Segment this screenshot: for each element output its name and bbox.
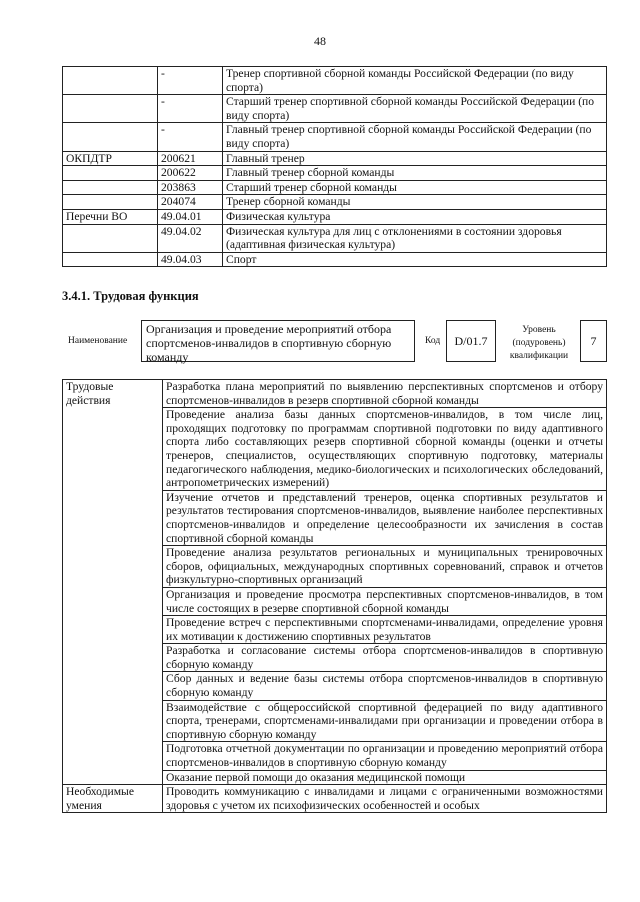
code-cell: 49.04.03	[158, 252, 223, 267]
table-row	[63, 195, 607, 210]
title-cell: Старший тренер спортивной сборной команды Российской Федерации (по виду спорта)	[223, 95, 607, 123]
name-label: Наименование	[68, 336, 128, 346]
title-cell: Главный тренер спортивной сборной команды Российской Федерации (по виду спорта)	[223, 123, 607, 151]
action-cell: Взаимодействие с общероссийской спортивной федерацией по виду адаптивного спорта, тренерами, спортсменами-инвалидами при организации и проведении отбора в спортивную сборную команду	[163, 700, 607, 742]
action-cell: Подготовка отчетной документации по организации и проведению мероприятий отбора спортсменов-инвалидов в спортивную сборную команду	[163, 742, 607, 770]
table-row	[63, 785, 607, 813]
table-row	[63, 67, 607, 95]
title-cell: Физическая культура для лиц с отклонениями в состоянии здоровья (адаптивная физическая культура)	[223, 224, 607, 252]
actions-header-cell: Трудовые действия	[63, 380, 163, 785]
group-cell: ОКПДТР	[63, 151, 158, 166]
group-cell	[63, 252, 158, 267]
table-row	[63, 95, 607, 123]
group-cell	[63, 195, 158, 210]
group-cell	[63, 180, 158, 195]
table-row	[63, 252, 607, 267]
action-cell: Сбор данных и ведение базы системы отбора спортсменов-инвалидов в спортивную сборную команду	[163, 672, 607, 700]
level-label-line2: (подуровень)	[512, 338, 566, 348]
table-row	[63, 151, 607, 166]
action-cell: Проведение анализа результатов региональных и муниципальных тренировочных сборов, официальных, международных спортивных соревнований, справок и отчетов физкультурно-спортивных организаций	[163, 546, 607, 588]
action-cell: Разработка плана мероприятий по выявлению перспективных спортсменов и отбору спортсменов-инвалидов в резерв спортивной сборной команды	[163, 380, 607, 408]
function-name-box: Организация и проведение мероприятий отбора спортсменов-инвалидов в спортивную сборную команду	[141, 320, 415, 362]
table-row	[63, 123, 607, 151]
level-box: 7	[580, 320, 607, 362]
table-row	[63, 224, 607, 252]
table-row	[63, 380, 607, 408]
title-cell: Тренер сборной команды	[223, 195, 607, 210]
table-row	[63, 209, 607, 224]
code-cell: 49.04.01	[158, 209, 223, 224]
action-cell: Организация и проведение просмотра перспективных спортсменов-инвалидов, в том числе состоящих в резерве спортивной сборной команды	[163, 587, 607, 615]
group-cell	[63, 224, 158, 252]
code-cell: 203863	[158, 180, 223, 195]
page-number: 48	[314, 34, 326, 48]
group-cell	[63, 95, 158, 123]
action-cell: Изучение отчетов и представлений тренеров, оценка спортивных результатов и результатов тестирования спортсменов-инвалидов, выявление наиболее перспективных спортсменов-инвалидов и определение целесообразности их зачисления в состав спортивной сборной команды	[163, 490, 607, 545]
code-cell: 49.04.02	[158, 224, 223, 252]
classification-table	[62, 66, 607, 267]
level-label-line3: квалификации	[509, 351, 569, 361]
action-cell: Разработка и согласование системы отбора спортсменов-инвалидов в спортивную сборную команду	[163, 644, 607, 672]
group-cell	[63, 123, 158, 151]
code-box: D/01.7	[446, 320, 496, 362]
group-cell: Перечни ВО	[63, 209, 158, 224]
level-label	[503, 324, 575, 363]
title-cell: Главный тренер	[223, 151, 607, 166]
group-cell	[63, 166, 158, 181]
action-cell: Проведение анализа базы данных спортсменов-инвалидов, в том числе лиц, проходящих подготовку по программам спортивной подготовки по виду адаптивного спорта либо составляющих резерв спортивной сборной команды (оценки и отчеты тренеров, специалистов, осуществляющих спортивную подготовку, материалы педагогического наблюдения, медико-биологических и психологических обследований, антропометрических измерений)	[163, 408, 607, 491]
code-cell: 204074	[158, 195, 223, 210]
code-cell: -	[158, 95, 223, 123]
code-cell: -	[158, 67, 223, 95]
table-row	[63, 166, 607, 181]
title-cell: Старший тренер сборной команды	[223, 180, 607, 195]
table-row	[63, 180, 607, 195]
section-title: 3.4.1. Трудовая функция	[62, 289, 199, 303]
level-label-line1: Уровень	[522, 325, 556, 335]
code-cell: -	[158, 123, 223, 151]
title-cell: Спорт	[223, 252, 607, 267]
action-cell: Оказание первой помощи до оказания медицинской помощи	[163, 770, 607, 785]
skill-cell: Проводить коммуникацию с инвалидами и лицами с ограниченными возможностями здоровья с учетом их психофизических особенностей и особых	[163, 785, 607, 813]
code-cell: 200621	[158, 151, 223, 166]
labor-actions-table	[62, 379, 607, 813]
action-cell: Проведение встреч с перспективными спортсменами-инвалидами, определение уровня их мотивации к достижению спортивных результатов	[163, 616, 607, 644]
code-label: Код	[425, 336, 441, 346]
title-cell: Главный тренер сборной команды	[223, 166, 607, 181]
title-cell: Физическая культура	[223, 209, 607, 224]
group-cell	[63, 67, 158, 95]
title-cell: Тренер спортивной сборной команды Российской Федерации (по виду спорта)	[223, 67, 607, 95]
code-cell: 200622	[158, 166, 223, 181]
skills-header-cell: Необходимые умения	[63, 785, 163, 813]
